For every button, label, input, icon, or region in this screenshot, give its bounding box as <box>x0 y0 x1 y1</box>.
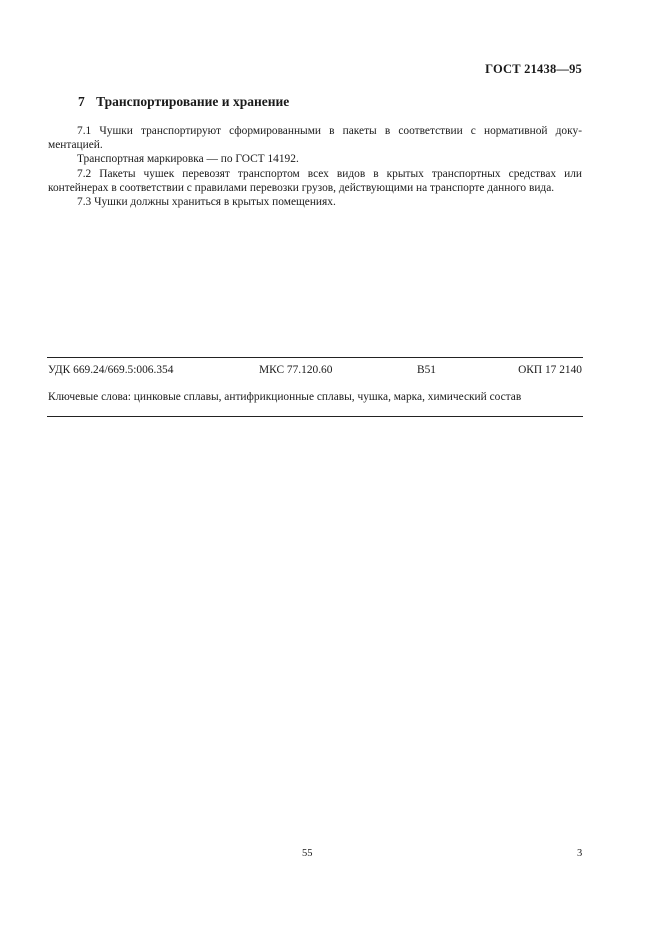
udk-code: УДК 669.24/669.5:006.354 <box>48 364 174 376</box>
section-body <box>48 124 582 209</box>
bottom-divider <box>47 416 583 417</box>
paragraph-marking: Транспортная маркировка — по ГОСТ 14192. <box>77 153 299 166</box>
paragraph-7-3: 7.3 Чушки должны храниться в крытых помещениях. <box>77 196 336 209</box>
top-divider <box>47 357 583 358</box>
okp-code: ОКП 17 2140 <box>518 364 582 376</box>
paragraph-7-1: 7.1 Чушки транспортируют сформированными в пакеты в соответствии с нормативной доку-ментацией. <box>48 125 582 152</box>
page-number: 55 <box>302 848 313 859</box>
standard-code: ГОСТ 21438—95 <box>485 62 582 76</box>
section-title: Транспортирование и хранение <box>96 94 290 109</box>
paragraph-7-2: 7.2 Пакеты чушек перевозят транспортом всех видов в крытых транспортных средствах или контейнерах в соответствии с правилами перевозки грузов, действующими на транспорте данного вида. <box>48 167 582 194</box>
mks-code: МКС 77.120.60 <box>259 364 333 376</box>
group-code: В51 <box>417 364 436 376</box>
keywords-line: Ключевые слова: цинковые сплавы, антифрикционные сплавы, чушка, марка, химический состав <box>48 391 522 403</box>
section-heading <box>78 94 289 110</box>
sheet-number: 3 <box>577 848 583 859</box>
section-number: 7 <box>78 94 85 109</box>
classification-row <box>48 364 582 380</box>
